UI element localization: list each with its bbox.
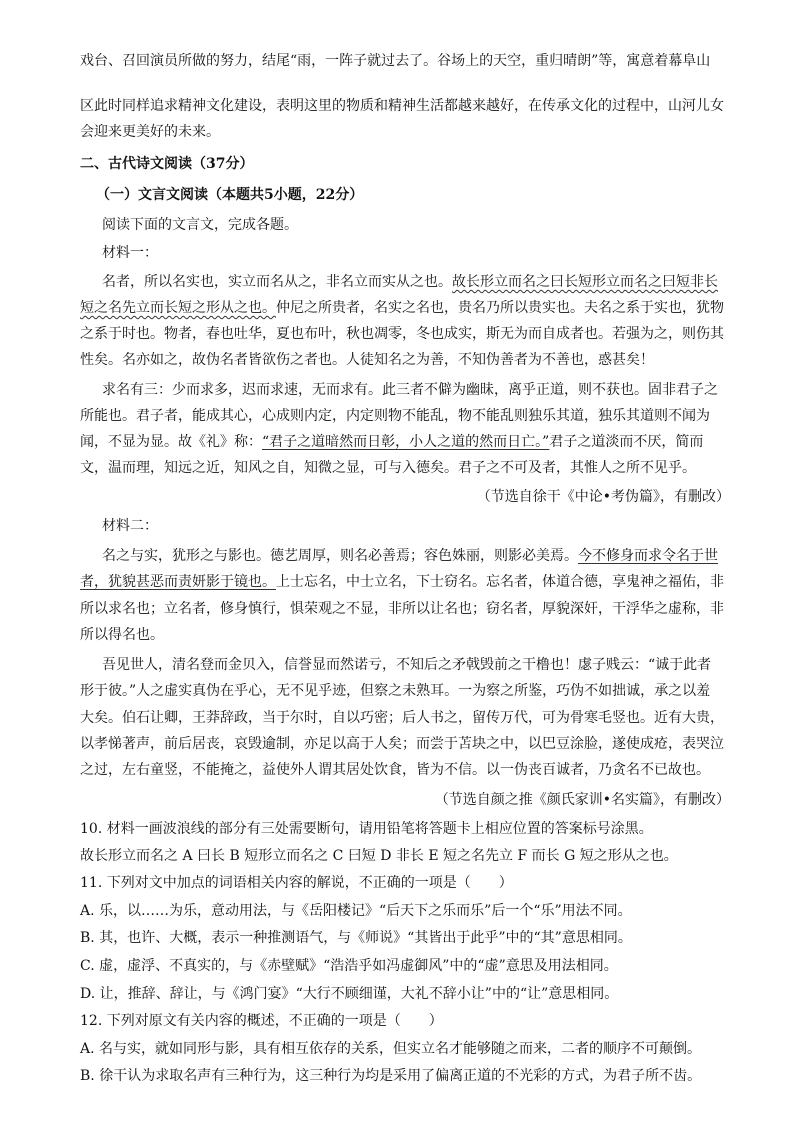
material1-p1-line2	[80, 298, 724, 318]
material1-p2-line4: 文，温而理，知远之近，知风之自，知微之显，可与入德矣。君子之不可及者，其惟人之所不见乎。	[80, 460, 696, 476]
material1-p1-line1	[102, 272, 718, 292]
intro-line-3: 会迎来更美好的未来。	[80, 124, 220, 140]
material2-label: 材料二：	[102, 518, 158, 534]
q12-option-a[interactable]: A. 名与实，就如同形与影，具有相互依存的关系，但实立名才能够随之而来，二者的顺序不可颠倒。	[80, 1041, 702, 1057]
material2-p1-line3: 所以求名也；立名者，修身慎行，惧荣观之不显，非所以让名也；窃名者，厚貌深奸，干浮华之虚称，非	[80, 601, 724, 617]
material2-source: （节选自颜之推《颜氏家训•名实篇》，有删改）	[434, 792, 730, 808]
wavy-underlined-text-cont: 短之名先立而长短之形从之也。	[80, 300, 276, 316]
material2-p1-line2	[80, 572, 724, 592]
intro-line-2: 区此时同样追求精神文化建设，表明这里的物质和精神生活都越来越好，在传承文化的过程中，山河儿女	[80, 98, 724, 114]
q11-stem: 11. 下列对文中加点的词语相关内容的解说，不正确的一项是（ ）	[80, 875, 513, 891]
wavy-underlined-text: 故长形立而名之曰长短形立而名之曰短非长	[452, 274, 718, 290]
m1-p1-l1a: 名者，所以名实也，实立而名从之，非名立而实从之也。	[102, 274, 452, 290]
intro-line-1: 戏台、召回演员所做的努力，结尾“雨，一阵子就过去了。谷场上的天空，重归晴朗”等，寓意着幕阜山	[80, 53, 711, 69]
material2-p1-line4: 所以得名也。	[80, 627, 164, 643]
material1-p1-line3: 之系于时也。物者，春也吐华，夏也布叶，秋也凋零，冬也成实，斯无为而自成者也。若强为之，则伤其	[80, 326, 724, 342]
m2-p1-l1a: 名之与实，犹形之与影也。德艺周厚，则名必善焉；容色姝丽，则影必美焉。	[102, 548, 578, 564]
material1-p2-line1: 求名有三：少而求多，迟而求速，无而求有。此三者不僻为幽昧，离乎正道，则不获也。固非君子之	[102, 382, 718, 398]
q11-option-d[interactable]: D. 让，推辞、辞让，与《鸿门宴》“大行不顾细谨，大礼不辞小让”中的“让”意思相同。	[80, 986, 619, 1002]
underlined-quote: “君子之道暗然而日彰，小人之道的然而日亡。”	[262, 434, 550, 450]
m1-p1-l2b: 仲尼之所贵者，名实之名也，贵名乃所以贵实也。夫名之系于实也，犹物	[276, 300, 724, 316]
q12-option-b[interactable]: B. 徐干认为求取名声有三种行为，这三种行为均是采用了偏离正道的不光彩的方式，为君子所不齿。	[80, 1068, 702, 1084]
material2-p2-line2: 形于彼。”人之虚实真伪在乎心，无不见乎迹，但察之未熟耳。一为察之所鉴，巧伪不如拙诚，承之以羞	[80, 683, 711, 699]
m2-p1-l2b: 上士忘名，中士立名，下士窃名。忘名者，体道合德，享鬼神之福佑，非	[276, 574, 724, 590]
material1-p2-line3	[80, 432, 703, 452]
q10-text: 故长形立而名之 A 曰长 B 短形立而名之 C 曰短 D 非长 E 短之名先立 F 而长 G 短之形从之也。	[80, 848, 678, 864]
m1-p2-l3c: 君子之道淡而不厌，简而	[549, 434, 704, 450]
section-subheading: （一）文言文阅读（本题共5小题，22分）	[96, 187, 364, 203]
q10-stem: 10. 材料一画波浪线的部分有三处需要断句，请用铅笔将答题卡上相应位置的答案标号涂黑。	[80, 821, 653, 837]
material1-p1-line4: 性矣。名亦如之，故伪名者皆欲伤之者也。人徒知名之为善，不知伪善者为不善也，惑甚矣！	[80, 352, 654, 368]
underlined-sentence: 今不修身而求令名于世	[578, 548, 718, 564]
material2-p2-line5: 之过，左右童竖，不能掩之，益使外人谓其居处饮食，皆为不信。以一伪丧百诚者，乃贪名不已故也。	[80, 762, 710, 778]
q11-option-b[interactable]: B. 其，也许、大概，表示一种推测语气，与《师说》“其皆出于此乎”中的“其”意思相同。	[80, 930, 632, 946]
q12-stem: 12. 下列对原文有关内容的概述，不正确的一项是（ ）	[80, 1013, 443, 1029]
instruction: 阅读下面的文言文，完成各题。	[102, 217, 298, 233]
q11-option-c[interactable]: C. 虚，虚浮、不真实的，与《赤壁赋》“浩浩乎如冯虚御风”中的“虚”意思及用法相同。	[80, 958, 618, 974]
material2-p2-line4: 以孝悌著声，前后居丧，哀毁逾制，亦足以高于人矣；而尝于苫块之中，以巴豆涂脸，遂使成疮，表哭泣	[80, 736, 724, 752]
material2-p1-line1	[102, 546, 718, 566]
section-heading: 二、古代诗文阅读（37分）	[80, 156, 254, 172]
material1-source: （节选自徐干《中论•考伪篇》，有删改）	[476, 489, 730, 505]
q11-option-a[interactable]: A. 乐，以……为乐，意动用法，与《岳阳楼记》“后天下之乐而乐”后一个“乐”用法不同。	[80, 903, 632, 919]
underlined-sentence-cont: 者，犹貌甚恶而责妍影于镜也。	[80, 574, 276, 590]
material2-p2-line3: 大矣。伯石让卿，王莽辞政，当于尔时，自以巧密；后人书之，留传万代，可为骨寒毛竖也。近有大贵，	[80, 710, 724, 726]
material1-label: 材料一：	[102, 245, 158, 261]
material2-p2-line1: 吾见世人，清名登而金贝入，信誉显而然诺亏，不知后之矛戟毁前之干橹也！虙子贱云：“诚于此者	[102, 657, 712, 673]
m1-p2-l3a: 闻，不显为显。故《礼》称：	[80, 434, 262, 450]
material1-p2-line2: 所能也。君子者，能成其心，心成则内定，内定则物不能乱，物不能乱则独乐其道，独乐其道则不闻为	[80, 408, 710, 424]
